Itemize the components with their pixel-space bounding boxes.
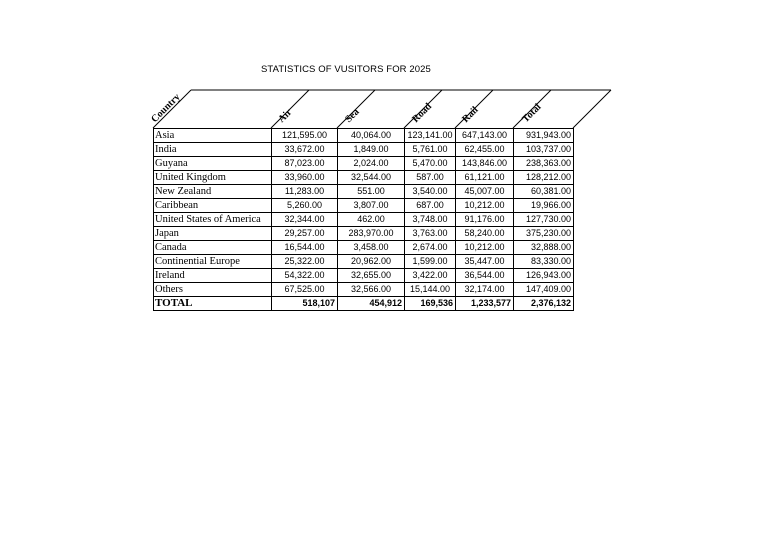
- header-country: Country: [149, 91, 183, 125]
- table-row: [154, 171, 574, 185]
- air-cell: 16,544.00: [272, 241, 338, 255]
- sea-cell: 32,655.00: [338, 269, 405, 283]
- table-row: [154, 185, 574, 199]
- country-cell: Continential Europe: [154, 255, 272, 269]
- air-cell: 32,344.00: [272, 213, 338, 227]
- table-row: [154, 129, 574, 143]
- air-cell: 5,260.00: [272, 199, 338, 213]
- total-cell: 127,730.00: [514, 213, 574, 227]
- air-cell: 87,023.00: [272, 157, 338, 171]
- total-cell: 375,230.00: [514, 227, 574, 241]
- table-row: [154, 227, 574, 241]
- header-road: Road: [410, 101, 435, 125]
- road-cell: 5,761.00: [405, 143, 456, 157]
- sea-total: 454,912: [338, 297, 405, 311]
- sea-cell: 32,544.00: [338, 171, 405, 185]
- rail-cell: 61,121.00: [456, 171, 514, 185]
- sea-cell: 2,024.00: [338, 157, 405, 171]
- table-row: [154, 213, 574, 227]
- country-cell: Guyana: [154, 157, 272, 171]
- air-cell: 33,672.00: [272, 143, 338, 157]
- sea-cell: 3,807.00: [338, 199, 405, 213]
- rail-cell: 36,544.00: [456, 269, 514, 283]
- table-row: [154, 283, 574, 297]
- table-row: [154, 241, 574, 255]
- rail-cell: 10,212.00: [456, 199, 514, 213]
- road-cell: 687.00: [405, 199, 456, 213]
- road-cell: 3,748.00: [405, 213, 456, 227]
- road-cell: 587.00: [405, 171, 456, 185]
- total-cell: 931,943.00: [514, 129, 574, 143]
- air-cell: 67,525.00: [272, 283, 338, 297]
- header-air: Air: [276, 107, 295, 125]
- total-cell: 147,409.00: [514, 283, 574, 297]
- road-total: 169,536: [405, 297, 456, 311]
- total-cell: 32,888.00: [514, 241, 574, 255]
- rail-cell: 45,007.00: [456, 185, 514, 199]
- total-cell: 238,363.00: [514, 157, 574, 171]
- country-cell: Canada: [154, 241, 272, 255]
- rail-cell: 91,176.00: [456, 213, 514, 227]
- rail-cell: 32,174.00: [456, 283, 514, 297]
- air-cell: 11,283.00: [272, 185, 338, 199]
- rail-total: 1,233,577: [456, 297, 514, 311]
- sea-cell: 1,849.00: [338, 143, 405, 157]
- country-cell: India: [154, 143, 272, 157]
- air-cell: 25,322.00: [272, 255, 338, 269]
- country-cell: United States of America: [154, 213, 272, 227]
- header-rail: Rail: [460, 104, 481, 125]
- rail-cell: 647,143.00: [456, 129, 514, 143]
- total-row: [154, 297, 574, 311]
- country-cell: Ireland: [154, 269, 272, 283]
- road-cell: 3,422.00: [405, 269, 456, 283]
- rail-cell: 35,447.00: [456, 255, 514, 269]
- air-cell: 29,257.00: [272, 227, 338, 241]
- page-title: STATISTICS OF VUSITORS FOR 2025: [261, 64, 431, 75]
- air-cell: 121,595.00: [272, 129, 338, 143]
- road-cell: 123,141.00: [405, 129, 456, 143]
- road-cell: 2,674.00: [405, 241, 456, 255]
- rail-cell: 10,212.00: [456, 241, 514, 255]
- table-row: [154, 255, 574, 269]
- road-cell: 15,144.00: [405, 283, 456, 297]
- table-row: [154, 157, 574, 171]
- table-row: [154, 269, 574, 283]
- total-cell: 103,737.00: [514, 143, 574, 157]
- air-cell: 33,960.00: [272, 171, 338, 185]
- country-cell: Japan: [154, 227, 272, 241]
- road-cell: 3,763.00: [405, 227, 456, 241]
- table-row: [154, 199, 574, 213]
- sea-cell: 32,566.00: [338, 283, 405, 297]
- header-total: Total: [520, 101, 544, 125]
- rail-cell: 58,240.00: [456, 227, 514, 241]
- country-cell: Others: [154, 283, 272, 297]
- sea-cell: 283,970.00: [338, 227, 405, 241]
- total-label: TOTAL: [154, 297, 272, 311]
- sea-cell: 462.00: [338, 213, 405, 227]
- sea-cell: 3,458.00: [338, 241, 405, 255]
- sea-cell: 551.00: [338, 185, 405, 199]
- road-cell: 3,540.00: [405, 185, 456, 199]
- sea-cell: 20,962.00: [338, 255, 405, 269]
- air-total: 518,107: [272, 297, 338, 311]
- sea-cell: 40,064.00: [338, 129, 405, 143]
- visitors-table: [153, 128, 574, 311]
- table-row: [154, 143, 574, 157]
- country-cell: New Zealand: [154, 185, 272, 199]
- rail-cell: 143,846.00: [456, 157, 514, 171]
- grand-total: 2,376,132: [514, 297, 574, 311]
- country-cell: United Kingdom: [154, 171, 272, 185]
- total-cell: 83,330.00: [514, 255, 574, 269]
- road-cell: 1,599.00: [405, 255, 456, 269]
- air-cell: 54,322.00: [272, 269, 338, 283]
- total-cell: 128,212.00: [514, 171, 574, 185]
- country-cell: Caribbean: [154, 199, 272, 213]
- total-cell: 60,381.00: [514, 185, 574, 199]
- header-sea: Sea: [343, 106, 362, 125]
- total-cell: 126,943.00: [514, 269, 574, 283]
- total-cell: 19,966.00: [514, 199, 574, 213]
- road-cell: 5,470.00: [405, 157, 456, 171]
- country-cell: Asia: [154, 129, 272, 143]
- rail-cell: 62,455.00: [456, 143, 514, 157]
